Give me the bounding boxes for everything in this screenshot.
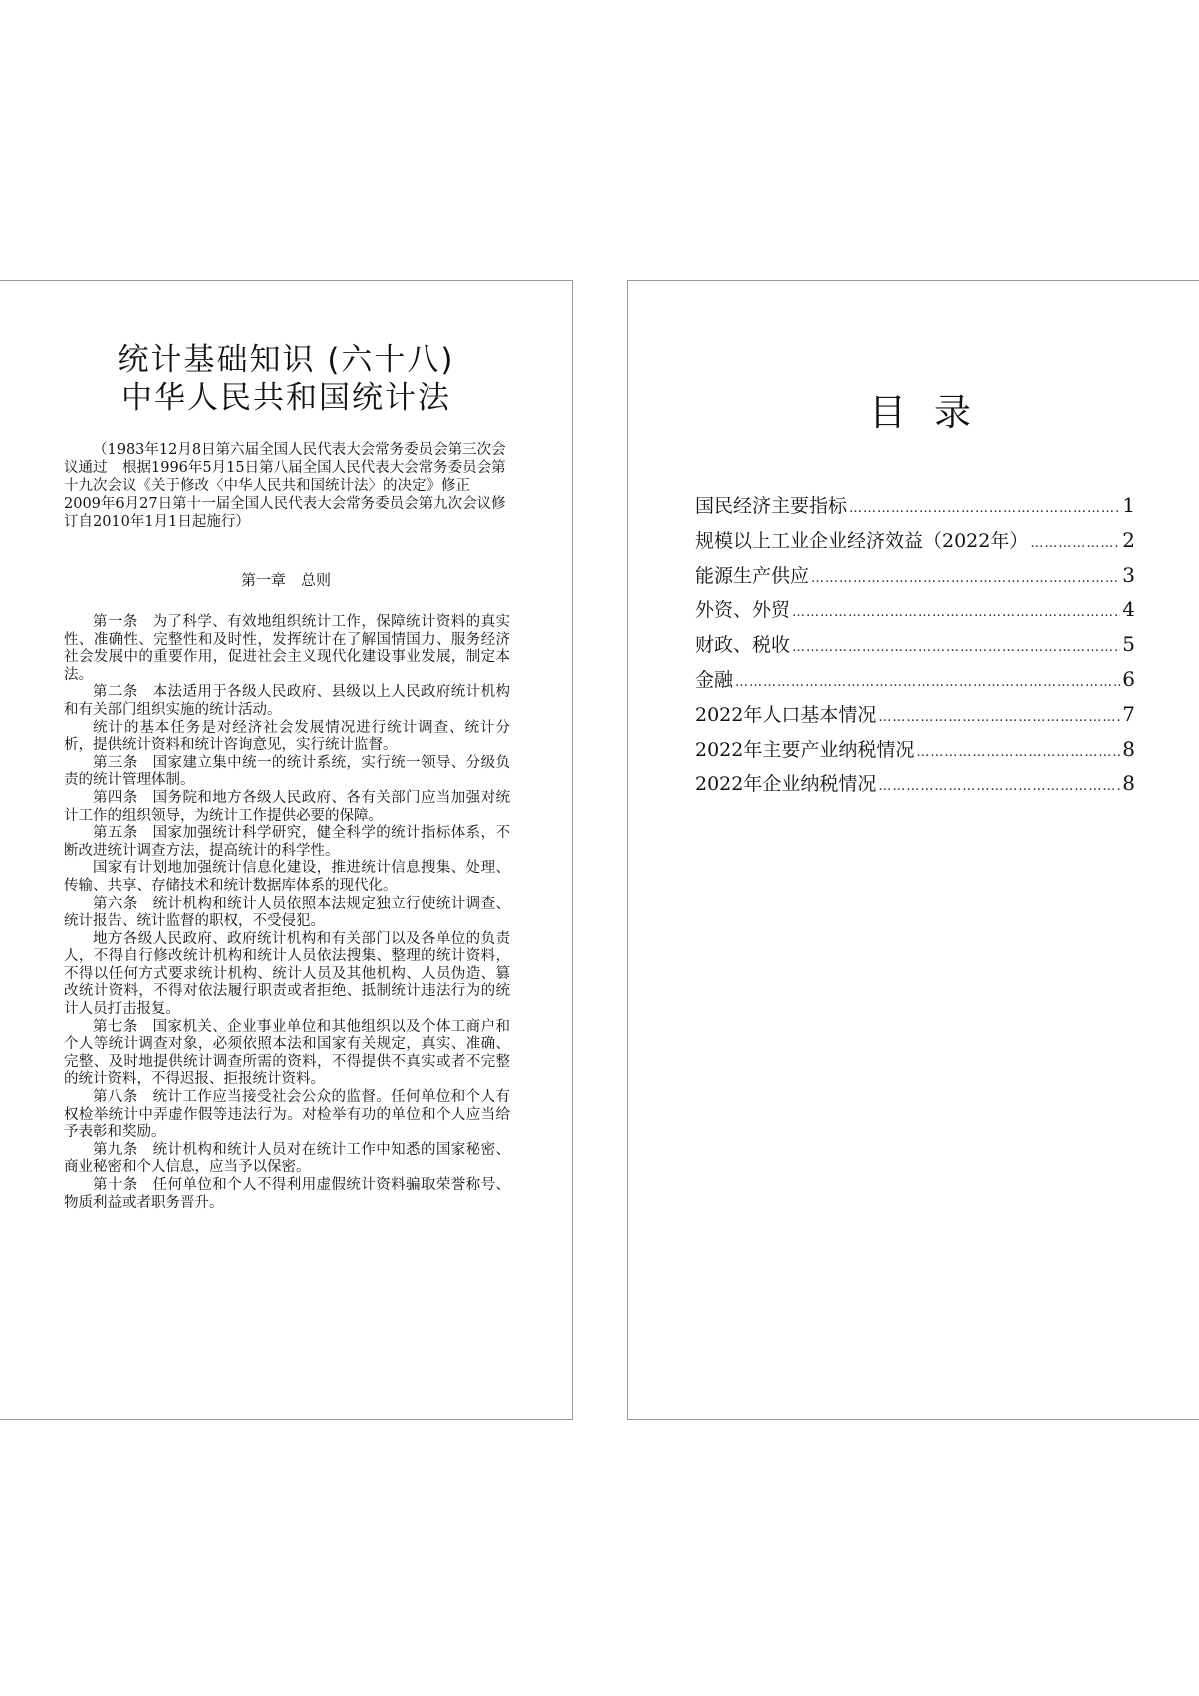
toc-leader-dots (1030, 532, 1120, 556)
toc-entry-page: 6 (1122, 666, 1135, 691)
toc-entry-label: 2022年人口基本情况 (695, 703, 877, 726)
article-paragraph: 地方各级人民政府、政府统计机构和有关部门以及各单位的负责人，不得自行修改统计机构和统计人员依法搜集、整理的统计资料，不得以任何方式要求统计机构、统计人员及其他机构、人员伪造、篡改统计资料，不得对依法履行职责或者拒绝、抵制统计违法行为的统计人员打击报复。 (64, 930, 510, 1018)
enactment-note: （1983年12月8日第六届全国人民代表大会常务委员会第三次会议通过 根据1996年5月15日第八届全国人民代表大会常务委员会第十九次会议《关于修改〈中华人民共和国统计法〉的决定》修正 2009年6月27日第十一届全国人民代表大会常务委员会第九次会议修订自2010年1月1日起施行） (64, 442, 506, 530)
toc-leader-dots (916, 741, 1120, 765)
toc-entry-page: 8 (1122, 736, 1135, 761)
toc-leader-dots (811, 567, 1120, 591)
toc-entry-label: 金融 (695, 668, 734, 691)
article-paragraph: 第四条 国务院和地方各级人民政府、各有关部门应当加强对统计工作的组织领导，为统计工作提供必要的保障。 (64, 789, 510, 824)
toc-leader-dots (735, 671, 1120, 695)
toc-entry[interactable] (695, 493, 1135, 528)
toc-entry[interactable] (695, 632, 1135, 667)
toc-entry[interactable] (695, 528, 1135, 563)
toc-leader-dots (792, 601, 1120, 625)
toc-entry[interactable] (695, 667, 1135, 702)
toc-entry-label: 规模以上工业企业经济效益（2022年） (695, 529, 1029, 552)
toc-entry-label: 2022年主要产业纳税情况 (695, 738, 915, 761)
toc-entry-label: 能源生产供应 (695, 564, 810, 587)
toc-entry[interactable] (695, 737, 1135, 772)
toc-leader-dots (878, 775, 1120, 799)
title-line-1: 统计基础知识 (六十八) (117, 342, 455, 378)
article-paragraph: 第十条 任何单位和个人不得利用虚假统计资料骗取荣誉称号、物质利益或者职务晋升。 (64, 1177, 510, 1211)
toc-entry[interactable] (695, 771, 1135, 806)
article-paragraph: 第一条 为了科学、有效地组织统计工作，保障统计资料的真实性、准确性、完整性和及时性，发挥统计在了解国情国力、服务经济社会发展中的重要作用，促进社会主义现代化建设事业发展，制定本法。 (64, 614, 510, 683)
toc-entry-page: 3 (1122, 562, 1135, 587)
chapter-heading: 第一章 总则 (240, 571, 331, 589)
article-paragraph: 国家有计划地加强统计信息化建设，推进统计信息搜集、处理、传输、共享、存储技术和统计数据库体系的现代化。 (64, 860, 510, 894)
article-paragraph: 第七条 国家机关、企业事业单位和其他组织以及个体工商户和个人等统计调查对象，必须依照本法和国家有关规定，真实、准确、完整、及时地提供统计调查所需的资料，不得提供不真实或者不完整的统计资料，不得迟报、拒报统计资料。 (64, 1018, 510, 1088)
article-paragraph: 第五条 国家加强统计科学研究，健全科学的统计指标体系，不断改进统计调查方法，提高统计的科学性。 (64, 825, 510, 859)
article-list (64, 614, 510, 1212)
article-paragraph: 第八条 统计工作应当接受社会公众的监督。任何单位和个人有权检举统计中弄虚作假等违法行为。对检举有功的单位和个人应当给予表彰和奖励。 (64, 1089, 510, 1141)
toc-leader-dots (792, 636, 1120, 660)
toc-entry-page: 8 (1122, 771, 1135, 796)
article-paragraph: 统计的基本任务是对经济社会发展情况进行统计调查、统计分析，提供统计资料和统计咨询意见，实行统计监督。 (64, 719, 510, 754)
left-page (0, 280, 573, 1420)
document-title (0, 341, 572, 417)
article-paragraph: 第二条 本法适用于各级人民政府、县级以上人民政府统计机构和有关部门组织实施的统计活动。 (64, 684, 510, 718)
title-line-2: 中华人民共和国统计法 (121, 380, 451, 416)
toc-entry-label: 外资、外贸 (695, 599, 791, 622)
toc-title: 目录 (869, 391, 999, 434)
toc-leader-dots (878, 706, 1120, 730)
toc-entry-label: 国民经济主要指标 (695, 495, 848, 517)
toc-entry[interactable] (695, 597, 1135, 632)
table-of-contents (695, 493, 1135, 806)
toc-entry-page: 1 (1122, 493, 1135, 517)
toc-entry-page: 4 (1122, 597, 1135, 622)
article-paragraph: 第六条 统计机构和统计人员依照本法规定独立行使统计调查、统计报告、统计监督的职权，不受侵犯。 (64, 895, 510, 930)
toc-entry-label: 2022年企业纳税情况 (695, 773, 877, 796)
toc-entry-page: 7 (1122, 701, 1135, 726)
toc-entry[interactable] (695, 702, 1135, 737)
toc-leader-dots (849, 497, 1120, 521)
right-page (627, 280, 1199, 1420)
article-paragraph: 第三条 国家建立集中统一的统计系统，实行统一领导、分级负责的统计管理体制。 (64, 754, 510, 789)
article-paragraph: 第九条 统计机构和统计人员对在统计工作中知悉的国家秘密、商业秘密和个人信息，应当予以保密。 (64, 1141, 510, 1176)
toc-entry-label: 财政、税收 (695, 634, 791, 657)
toc-entry-page: 5 (1122, 632, 1135, 657)
toc-entry[interactable] (695, 563, 1135, 598)
toc-entry-page: 2 (1122, 527, 1135, 552)
